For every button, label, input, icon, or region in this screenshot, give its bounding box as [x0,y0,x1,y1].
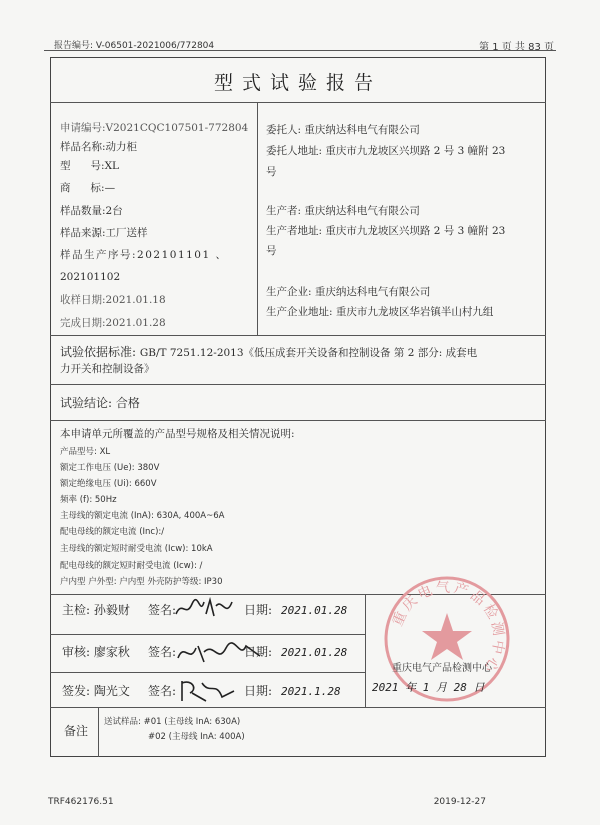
application-no: 申请编号:V2021CQC107501-772804 [60,122,249,134]
divider-sig3 [50,707,546,708]
client-address-cont: 号 [266,166,277,178]
divider-conclusion [50,420,546,421]
divider-basis [50,384,546,385]
spec-line: 配电母线的额定短时耐受电流 (Icw): / [60,561,203,571]
signature-column-divider [365,594,366,707]
model: 型 号:XL [60,160,120,172]
sample-source: 样品来源:工厂送样 [60,227,148,239]
spec-line: 频率 (f): 50Hz [60,495,117,505]
inspector-date: 2021.01.28 [281,604,348,617]
serial-numbers: 样品生产序号:202101101 、 [60,249,228,261]
trademark: 商 标:— [60,182,116,194]
inspector-date-label: 日期: [244,603,273,617]
approver-sign-label: 签名: [148,684,177,698]
approver-signature [176,677,238,705]
divider-sig1 [50,634,365,635]
spec-line: 主母线的额定电流 (InA): 630A, 400A~6A [60,511,225,521]
serial-numbers-cont: 202101102 [60,271,121,283]
manufacturer: 生产者: 重庆纳达科电气有限公司 [266,205,420,217]
client: 委托人: 重庆纳达科电气有限公司 [266,124,420,136]
reviewer-sign-label: 签名: [148,645,177,659]
header-rule [44,50,556,51]
remarks-line: 送试样品: #01 (主母线 InA: 630A) [104,717,241,727]
remarks-line: #02 (主母线 InA: 400A) [148,732,245,742]
factory-address: 生产企业地址: 重庆市九龙坡区华岩镇半山村九组 [266,306,494,318]
test-standard-cont: 力开关和控制设备》 [60,363,155,375]
sample-name: 样品名称:动力柜 [60,141,138,153]
divider-sig2 [50,672,365,673]
seal-star-icon [422,613,472,660]
inspector-signature [174,596,236,622]
spec-line: 额定绝缘电压 (Ui): 660V [60,479,157,489]
details-intro: 本申请单元所覆盖的产品型号规格及相关情况说明: [60,428,295,440]
info-column-divider [257,102,258,335]
approver-date-label: 日期: [244,684,273,698]
divider-info [50,335,546,336]
spec-line: 户内型 户外型: 户内型 外壳防护等级: IP30 [60,577,223,587]
factory: 生产企业: 重庆纳达科电气有限公司 [266,286,431,298]
test-standard: 试验依据标准: GB/T 7251.12-2013《低压成套开关设备和控制设备 第 2 部分: 成套电 [60,345,478,359]
completion-date: 完成日期:2021.01.28 [60,317,166,329]
remarks-divider [98,707,99,757]
divider-title [50,102,546,103]
report-number: 报告编号: V-06501-2021006/772804 [54,41,215,51]
reviewer-date: 2021.01.28 [281,646,348,659]
spec-line: 配电母线的额定电流 (Inc):/ [60,527,165,537]
inspector-sign-label: 签名: [148,603,177,617]
client-address: 委托人地址: 重庆市九龙坡区兴坝路 2 号 3 幢附 23 [266,145,506,157]
approver-date: 2021.1.28 [281,685,341,698]
remarks-label: 备注 [64,724,89,738]
approver-role: 签发: 陶光文 [62,684,130,698]
reviewer-role: 审核: 廖家秋 [62,645,130,659]
reviewer-date-label: 日期: [244,645,273,659]
manufacturer-address: 生产者地址: 重庆市九龙坡区兴坝路 2 号 3 幢附 23 [266,225,506,237]
page-title: 型式试验报告 [213,72,382,94]
seal-ring-text: 重庆电气产品检测中心 [389,579,507,678]
spec-line: 额定工作电压 (Ue): 380V [60,463,160,473]
page-counter: 第 1 页 共 83 页 [479,42,554,53]
test-conclusion: 试验结论: 合格 [60,396,140,410]
inspector-role: 主检: 孙毅财 [62,603,130,617]
manufacturer-address-cont: 号 [266,245,277,257]
receipt-date: 收样日期:2021.01.18 [60,294,166,306]
sample-quantity: 样品数量:2台 [60,205,123,217]
spec-line: 产品型号: XL [60,447,111,457]
form-code: TRF462176.51 [48,797,114,807]
form-date: 2019-12-27 [433,797,486,807]
spec-line: 主母线的额定短时耐受电流 (Icw): 10kA [60,544,213,554]
stamp-organization: 重庆电气产品检测中心 [392,663,492,674]
stamp-date: 2021 年 1 月 28 日 [372,681,485,694]
